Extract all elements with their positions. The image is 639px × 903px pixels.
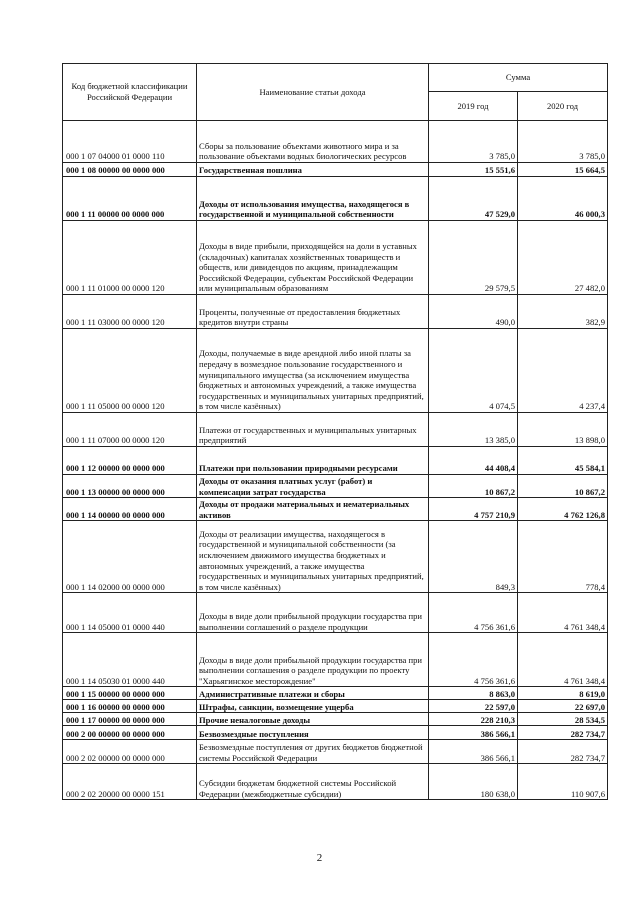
- row-value-2020-cell: 4 762 126,8: [518, 498, 608, 521]
- row-value-2019-cell: 4 756 361,6: [429, 633, 518, 687]
- row-code-cell: 000 1 15 00000 00 0000 000: [63, 687, 197, 700]
- table-row: [63, 713, 608, 726]
- row-value-2019-cell: 4 757 210,9: [429, 498, 518, 521]
- row-code-cell: 000 1 11 03000 00 0000 120: [63, 295, 197, 329]
- row-value-2019-cell: 4 074,5: [429, 329, 518, 413]
- table-row: [63, 121, 608, 163]
- row-code-cell: 000 2 02 00000 00 0000 000: [63, 740, 197, 764]
- row-name-cell: Доходы от реализации имущества, находящегося в государственной и муниципальной собственности (за исключением движимого имущества бюджетных и автономных учреждений, а также имущества государственных и муниципальных унитарных предприятий, в том числе казённых): [197, 521, 429, 593]
- row-value-2020-cell: 382,9: [518, 295, 608, 329]
- row-code-cell: 000 1 11 00000 00 0000 000: [63, 177, 197, 221]
- row-code-cell: 000 1 16 00000 00 0000 000: [63, 700, 197, 713]
- row-name-cell: Субсидии бюджетам бюджетной системы Российской Федерации (межбюджетные субсидии): [197, 764, 429, 800]
- row-value-2020-cell: 282 734,7: [518, 726, 608, 740]
- row-code-cell: 000 1 11 07000 00 0000 120: [63, 413, 197, 447]
- table-row: [63, 163, 608, 177]
- row-value-2020-cell: 778,4: [518, 521, 608, 593]
- row-name-cell: Платежи от государственных и муниципальных унитарных предприятий: [197, 413, 429, 447]
- row-value-2019-cell: 10 867,2: [429, 475, 518, 498]
- row-value-2020-cell: 4 237,4: [518, 329, 608, 413]
- row-value-2019-cell: 13 385,0: [429, 413, 518, 447]
- row-value-2020-cell: 4 761 348,4: [518, 633, 608, 687]
- row-value-2020-cell: 3 785,0: [518, 121, 608, 163]
- row-value-2019-cell: 44 408,4: [429, 447, 518, 475]
- row-value-2019-cell: 386 566,1: [429, 740, 518, 764]
- row-value-2020-cell: 22 697,0: [518, 700, 608, 713]
- row-name-cell: Доходы в виде доли прибыльной продукции государства при выполнении соглашений о разделе продукции: [197, 593, 429, 633]
- table-row: [63, 700, 608, 713]
- table-row: [63, 764, 608, 800]
- row-name-cell: Доходы, получаемые в виде арендной либо иной платы за передачу в возмездное пользование государственного и муниципального имущества (за исключением имущества бюджетных и автономных учреждений, а также имущества государственных и муниципальных унитарных предприятий, в том числе казённых): [197, 329, 429, 413]
- row-value-2019-cell: 47 529,0: [429, 177, 518, 221]
- row-value-2020-cell: 4 761 348,4: [518, 593, 608, 633]
- row-value-2019-cell: 15 551,6: [429, 163, 518, 177]
- row-code-cell: 000 1 11 01000 00 0000 120: [63, 221, 197, 295]
- row-name-cell: Административные платежи и сборы: [197, 687, 429, 700]
- row-code-cell: 000 1 11 05000 00 0000 120: [63, 329, 197, 413]
- table-row: [63, 633, 608, 687]
- table-row: [63, 593, 608, 633]
- row-code-cell: 000 1 14 02000 00 0000 000: [63, 521, 197, 593]
- row-name-cell: Проценты, полученные от предоставления бюджетных кредитов внутри страны: [197, 295, 429, 329]
- row-value-2020-cell: 46 000,3: [518, 177, 608, 221]
- row-value-2020-cell: 13 898,0: [518, 413, 608, 447]
- budget-table-container: [62, 63, 607, 800]
- header-sum-column: Сумма: [429, 64, 608, 92]
- row-value-2020-cell: 8 619,0: [518, 687, 608, 700]
- row-code-cell: 000 1 14 05030 01 0000 440: [63, 633, 197, 687]
- row-value-2019-cell: 8 863,0: [429, 687, 518, 700]
- table-row: [63, 740, 608, 764]
- row-value-2019-cell: 849,3: [429, 521, 518, 593]
- row-code-cell: 000 2 00 00000 00 0000 000: [63, 726, 197, 740]
- row-name-cell: Доходы в виде доли прибыльной продукции государства при выполнении соглашения о разделе продукции по проекту "Харьягинское месторождение": [197, 633, 429, 687]
- row-value-2019-cell: 386 566,1: [429, 726, 518, 740]
- row-name-cell: Прочие неналоговые доходы: [197, 713, 429, 726]
- row-name-cell: Безвозмездные поступления: [197, 726, 429, 740]
- row-code-cell: 000 1 17 00000 00 0000 000: [63, 713, 197, 726]
- row-code-cell: 000 1 13 00000 00 0000 000: [63, 475, 197, 498]
- revenue-table: [62, 63, 608, 800]
- table-body: [63, 121, 608, 800]
- row-name-cell: Государственная пошлина: [197, 163, 429, 177]
- row-value-2020-cell: 282 734,7: [518, 740, 608, 764]
- row-name-cell: Доходы от продажи материальных и нематериальных активов: [197, 498, 429, 521]
- row-value-2019-cell: 4 756 361,6: [429, 593, 518, 633]
- row-value-2020-cell: 15 664,5: [518, 163, 608, 177]
- table-row: [63, 498, 608, 521]
- row-value-2019-cell: 3 785,0: [429, 121, 518, 163]
- header-year-2020: 2020 год: [518, 92, 608, 121]
- row-code-cell: 000 1 08 00000 00 0000 000: [63, 163, 197, 177]
- row-value-2020-cell: 10 867,2: [518, 475, 608, 498]
- table-row: [63, 329, 608, 413]
- page-number: 2: [316, 852, 323, 864]
- row-name-cell: Штрафы, санкции, возмещение ущерба: [197, 700, 429, 713]
- row-value-2020-cell: 27 482,0: [518, 221, 608, 295]
- row-code-cell: 000 1 12 00000 00 0000 000: [63, 447, 197, 475]
- table-row: [63, 295, 608, 329]
- header-code-column: Код бюджетной классификации Российской Федерации: [63, 64, 197, 121]
- row-name-cell: Доходы от использования имущества, находящегося в государственной и муниципальной собственности: [197, 177, 429, 221]
- table-row: [63, 447, 608, 475]
- row-code-cell: 000 1 14 00000 00 0000 000: [63, 498, 197, 521]
- row-name-cell: Безвозмездные поступления от других бюджетов бюджетной системы Российской Федерации: [197, 740, 429, 764]
- table-row: [63, 475, 608, 498]
- row-value-2020-cell: 28 534,5: [518, 713, 608, 726]
- row-value-2020-cell: 45 584,1: [518, 447, 608, 475]
- table-row: [63, 221, 608, 295]
- table-row: [63, 177, 608, 221]
- row-code-cell: 000 2 02 20000 00 0000 151: [63, 764, 197, 800]
- row-name-cell: Доходы от оказания платных услуг (работ) и компенсации затрат государства: [197, 475, 429, 498]
- table-row: [63, 413, 608, 447]
- row-value-2019-cell: 22 597,0: [429, 700, 518, 713]
- table-row: [63, 726, 608, 740]
- row-name-cell: Сборы за пользование объектами животного мира и за пользование объектами водных биологических ресурсов: [197, 121, 429, 163]
- row-name-cell: Доходы в виде прибыли, приходящейся на доли в уставных (складочных) капиталах хозяйственных товариществ и обществ, или дивидендов по акциям, принадлежащим Российской Федерации, субъектам Российской Федерации или муниципальным образованиям: [197, 221, 429, 295]
- row-value-2019-cell: 490,0: [429, 295, 518, 329]
- row-value-2019-cell: 180 638,0: [429, 764, 518, 800]
- header-year-2019: 2019 год: [429, 92, 518, 121]
- row-code-cell: 000 1 14 05000 01 0000 440: [63, 593, 197, 633]
- table-row: [63, 521, 608, 593]
- row-name-cell: Платежи при пользовании природными ресурсами: [197, 447, 429, 475]
- table-row: [63, 687, 608, 700]
- row-value-2020-cell: 110 907,6: [518, 764, 608, 800]
- row-value-2019-cell: 29 579,5: [429, 221, 518, 295]
- row-code-cell: 000 1 07 04000 01 0000 110: [63, 121, 197, 163]
- row-value-2019-cell: 228 210,3: [429, 713, 518, 726]
- header-name-column: Наименование статьи дохода: [197, 64, 429, 121]
